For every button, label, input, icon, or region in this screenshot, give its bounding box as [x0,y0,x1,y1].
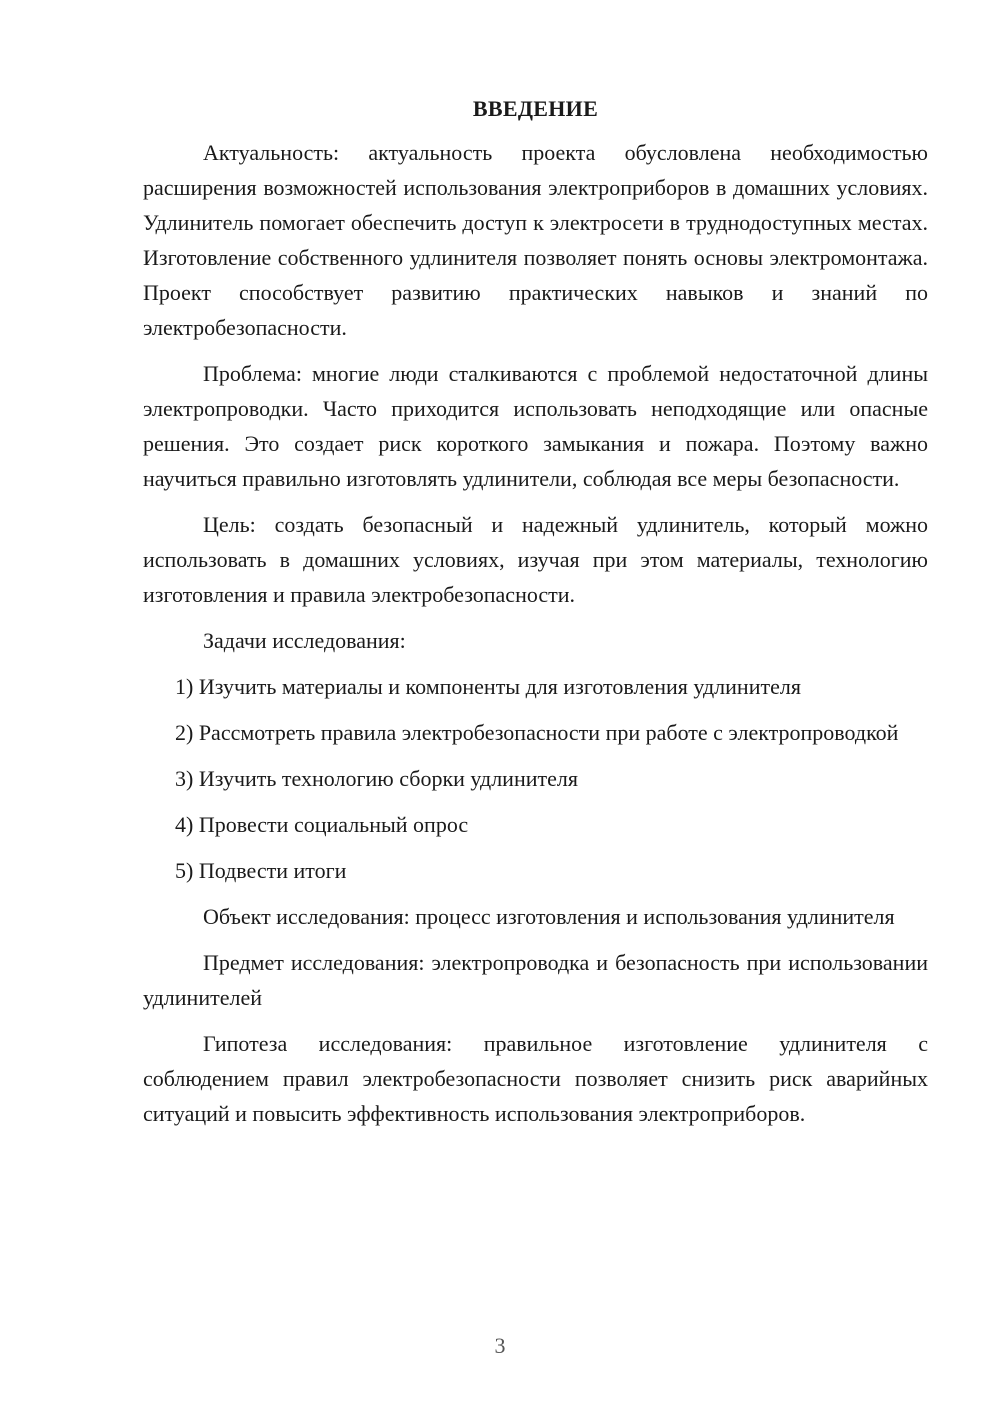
page-number: 3 [494,1333,506,1358]
object-paragraph: Объект исследования: процесс изготовления и использования удлинителя [203,904,895,929]
task-item: 2) Рассмотреть правила электробезопасности при работе с электропроводкой [175,720,899,745]
task-item: 3) Изучить технологию сборки удлинителя [175,766,578,791]
relevance-paragraph: Актуальность: актуальность проекта обусловлена необходимостью расширения возможностей использования электроприборов в домашних условиях. Удлинитель помогает обеспечить доступ к электросети в труднодоступных местах. Изготовление собственного удлинителя позволяет понять основы электромонтажа. Проект способствует развитию практических навыков и знаний по электробезопасности. [143,140,928,340]
tasks-heading: Задачи исследования: [203,628,406,653]
task-item: 5) Подвести итоги [175,858,347,883]
page-title: ВВЕДЕНИЕ [472,96,599,121]
goal-paragraph: Цель: создать безопасный и надежный удлинитель, который можно использовать в домашних условиях, изучая при этом материалы, технологию изготовления и правила электробезопасности. [143,512,928,607]
subject-paragraph: Предмет исследования: электропроводка и безопасность при использовании удлинителей [143,950,928,1010]
task-item: 4) Провести социальный опрос [175,812,469,837]
hypothesis-paragraph: Гипотеза исследования: правильное изготовление удлинителя с соблюдением правил электробезопасности позволяет снизить риск аварийных ситуаций и повысить эффективность использования электроприборов. [143,1031,928,1126]
problem-paragraph: Проблема: многие люди сталкиваются с проблемой недостаточной длины электропроводки. Часто приходится использовать неподходящие или опасные решения. Это создает риск короткого замыкания и пожара. Поэтому важно научиться правильно изготовлять удлинители, соблюдая все меры безопасности. [143,361,928,491]
task-item: 1) Изучить материалы и компоненты для изготовления удлинителя [175,674,801,699]
